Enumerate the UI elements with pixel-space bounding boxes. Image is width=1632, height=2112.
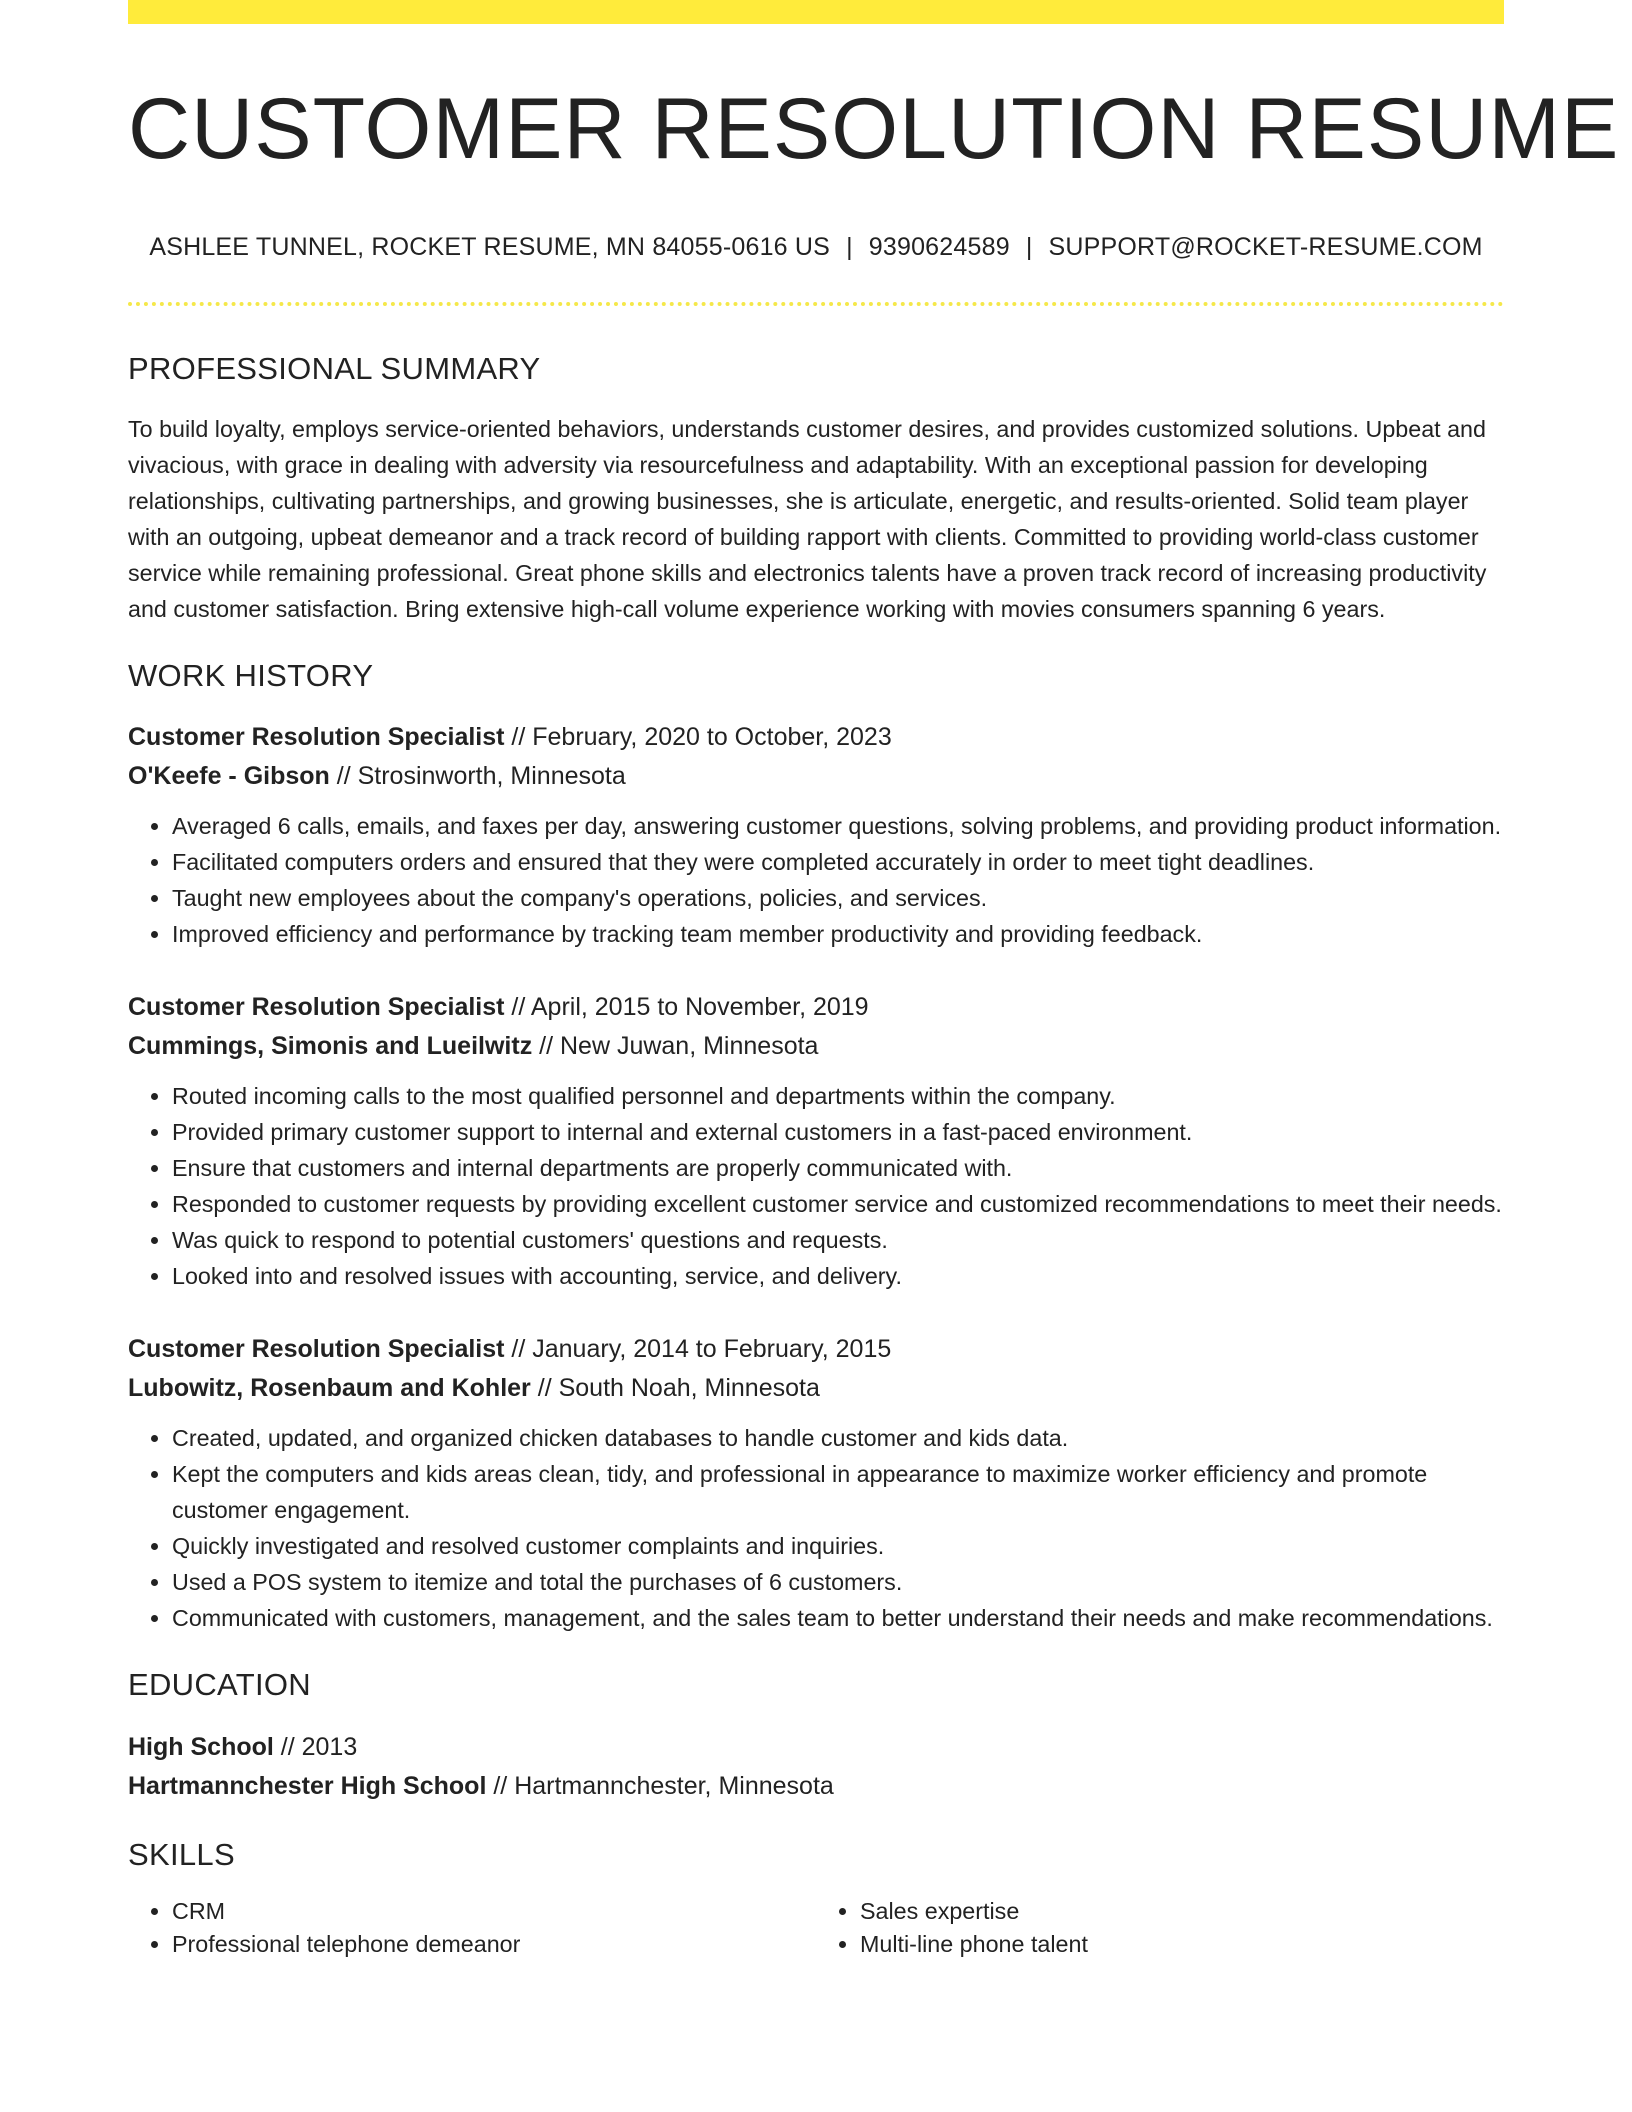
- job-company-line: [128, 1027, 1504, 1066]
- summary-heading: PROFESSIONAL SUMMARY: [128, 351, 541, 386]
- contact-address: ASHLEE TUNNEL, ROCKET RESUME, MN 84055-0616 US: [149, 233, 831, 261]
- job-title: Customer Resolution Specialist: [128, 993, 505, 1022]
- list-item: • Used a POS system to itemize and total the purchases of 6 customers.: [172, 1564, 1504, 1600]
- list-item: • Quickly investigated and resolved customer complaints and inquiries.: [172, 1528, 1504, 1564]
- list-item: • Ensure that customers and internal departments are properly communicated with.: [172, 1150, 1504, 1186]
- job-company: O'Keefe - Gibson: [128, 762, 330, 791]
- job-company: Lubowitz, Rosenbaum and Kohler: [128, 1374, 531, 1403]
- job-company-line: [128, 1369, 1504, 1408]
- education-year: // 2013: [273, 1732, 358, 1761]
- job-dates: // February, 2020 to October, 2023: [504, 723, 892, 752]
- education-degree: High School: [128, 1732, 274, 1761]
- contact-separator: |: [846, 233, 853, 261]
- skill-item: • CRM: [172, 1895, 816, 1928]
- skills-column-left: [128, 1895, 816, 1961]
- contact-line: [128, 232, 1504, 262]
- job-title: Customer Resolution Specialist: [128, 1335, 505, 1364]
- job-location: // Strosinworth, Minnesota: [329, 762, 626, 791]
- list-item: • Facilitated computers orders and ensured that they were completed accurately in order to meet tight deadlines.: [172, 844, 1504, 880]
- accent-top-bar: [128, 0, 1504, 24]
- job-title: Customer Resolution Specialist: [128, 723, 505, 752]
- skill-item: • Professional telephone demeanor: [172, 1928, 816, 1961]
- job-title-line: [128, 718, 1504, 757]
- list-item: • Responded to customer requests by providing excellent customer service and customized recommendations to meet their needs.: [172, 1186, 1504, 1222]
- job-company: Cummings, Simonis and Lueilwitz: [128, 1032, 533, 1061]
- dotted-divider: [128, 302, 1504, 306]
- skills-grid: [128, 1895, 1504, 1961]
- work-history-heading: WORK HISTORY: [128, 658, 374, 694]
- contact-email: SUPPORT@ROCKET-RESUME.COM: [1048, 233, 1483, 261]
- list-item: • Taught new employees about the company's operations, policies, and services.: [172, 880, 1504, 916]
- education-school-line: [128, 1767, 1504, 1806]
- job-location: // South Noah, Minnesota: [530, 1374, 820, 1403]
- education-entry: [128, 1728, 1504, 1806]
- job-entry: [128, 718, 1504, 952]
- job-entry: [128, 988, 1504, 1294]
- education-degree-line: [128, 1728, 1504, 1767]
- education-heading: EDUCATION: [128, 1667, 311, 1703]
- skill-item: • Multi-line phone talent: [860, 1928, 1504, 1961]
- job-title-line: [128, 1330, 1504, 1369]
- contact-phone: 9390624589: [868, 233, 1010, 261]
- list-item: • Was quick to respond to potential customers' questions and requests.: [172, 1222, 1504, 1258]
- list-item: • Looked into and resolved issues with accounting, service, and delivery.: [172, 1258, 1504, 1294]
- job-title-line: [128, 988, 1504, 1027]
- job-bullets: [128, 1078, 1504, 1294]
- education-school: Hartmannchester High School: [128, 1771, 487, 1800]
- job-dates: // January, 2014 to February, 2015: [504, 1335, 892, 1364]
- skills-heading: SKILLS: [128, 1836, 235, 1872]
- job-entry: [128, 1330, 1504, 1636]
- list-item: • Averaged 6 calls, emails, and faxes per day, answering customer questions, solving problems, and providing product information.: [172, 808, 1504, 844]
- resume-title: CUSTOMER RESOLUTION RESUME: [128, 81, 1620, 177]
- list-item: • Provided primary customer support to internal and external customers in a fast-paced environment.: [172, 1114, 1504, 1150]
- list-item: • Created, updated, and organized chicken databases to handle customer and kids data.: [172, 1420, 1504, 1456]
- skill-item: • Sales expertise: [860, 1895, 1504, 1928]
- resume-page: [128, 0, 1620, 2112]
- skills-column-right: [816, 1895, 1504, 1961]
- list-item: • Communicated with customers, management, and the sales team to better understand their needs and make recommendations.: [172, 1600, 1504, 1636]
- list-item: • Kept the computers and kids areas clean, tidy, and professional in appearance to maximize worker efficiency and promote customer engagement.: [172, 1456, 1504, 1528]
- job-dates: // April, 2015 to November, 2019: [504, 993, 869, 1022]
- job-bullets: [128, 1420, 1504, 1636]
- education-location: // Hartmannchester, Minnesota: [486, 1771, 834, 1800]
- job-company-line: [128, 757, 1504, 796]
- summary-text: To build loyalty, employs service-oriented behaviors, understands customer desires, and provides customized solutions. Upbeat and vivacious, with grace in dealing with adversity via resourcefulness and adaptability. With an exceptional passion for developing relationships, cultivating partnerships, and growing businesses, she is articulate, energetic, and results-oriented. Solid team player with an outgoing, upbeat demeanor and a track record of building rapport with clients. Committed to providing world-class customer service while remaining professional. Great phone skills and electronics talents have a proven track record of increasing productivity and customer satisfaction. Bring extensive high-call volume experience working with movies consumers spanning 6 years.: [128, 416, 1487, 623]
- job-location: // New Juwan, Minnesota: [532, 1032, 819, 1061]
- list-item: • Routed incoming calls to the most qualified personnel and departments within the company.: [172, 1078, 1504, 1114]
- contact-separator: |: [1025, 233, 1033, 261]
- list-item: • Improved efficiency and performance by tracking team member productivity and providing feedback.: [172, 916, 1504, 952]
- job-bullets: [128, 808, 1504, 952]
